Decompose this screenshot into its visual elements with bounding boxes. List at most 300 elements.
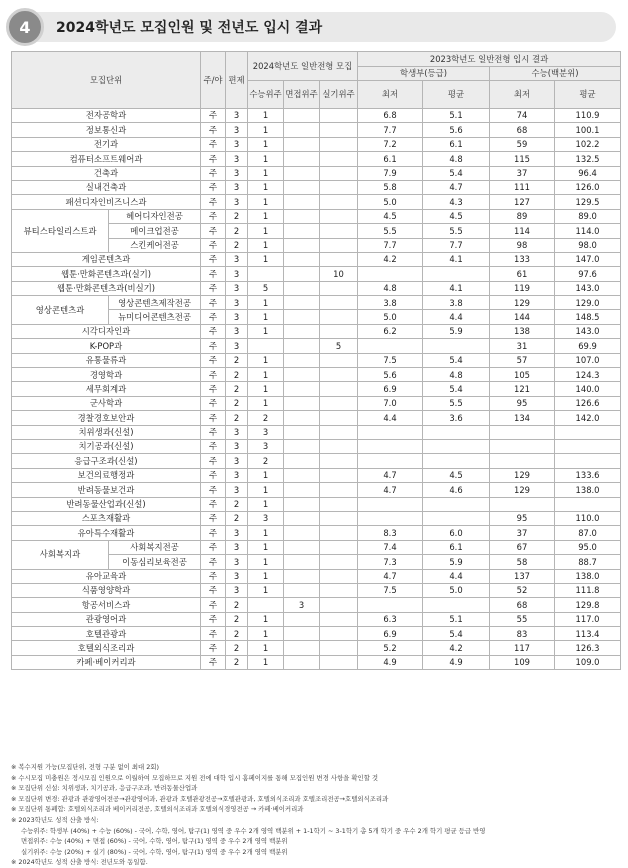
section-header bbox=[6, 8, 620, 48]
cell-suneung-min: 55 bbox=[490, 612, 555, 626]
cell-quota: 3 bbox=[226, 310, 248, 324]
cell-practical-wi bbox=[320, 641, 358, 655]
table-row bbox=[12, 368, 621, 382]
cell-practical-wi bbox=[320, 555, 358, 569]
cell-grade-avg: 3.8 bbox=[423, 296, 490, 310]
cell-practical-wi bbox=[320, 209, 358, 223]
header-result-2023: 2023학년도 일반전형 입시 결과 bbox=[358, 52, 621, 67]
cell-day-night: 주 bbox=[201, 627, 226, 641]
table-row bbox=[12, 655, 621, 669]
cell-grade-min: 5.0 bbox=[358, 310, 423, 324]
cell-practical-wi bbox=[320, 123, 358, 137]
cell-day-night: 주 bbox=[201, 152, 226, 166]
cell-grade-min: 4.8 bbox=[358, 281, 423, 295]
cell-suneung-min: 114 bbox=[490, 224, 555, 238]
unit-major-name: 뉴미디어콘텐츠전공 bbox=[109, 310, 201, 324]
unit-name: 실내건축과 bbox=[12, 180, 201, 194]
cell-suneung-min: 68 bbox=[490, 598, 555, 612]
cell-suneung-wi: 1 bbox=[248, 483, 284, 497]
cell-suneung-min: 52 bbox=[490, 583, 555, 597]
cell-quota: 3 bbox=[226, 296, 248, 310]
cell-quota: 2 bbox=[226, 655, 248, 669]
table-row bbox=[12, 195, 621, 209]
cell-grade-avg: 4.9 bbox=[423, 655, 490, 669]
cell-grade-avg: 6.1 bbox=[423, 137, 490, 151]
cell-quota: 3 bbox=[226, 152, 248, 166]
cell-interview-wi bbox=[284, 310, 320, 324]
cell-grade-avg: 4.8 bbox=[423, 368, 490, 382]
cell-quota: 2 bbox=[226, 368, 248, 382]
unit-name: 카페·베이커리과 bbox=[12, 655, 201, 669]
table-row bbox=[12, 641, 621, 655]
cell-grade-min: 7.7 bbox=[358, 123, 423, 137]
cell-suneung-avg: 96.4 bbox=[555, 166, 621, 180]
cell-quota: 3 bbox=[226, 267, 248, 281]
cell-practical-wi bbox=[320, 252, 358, 266]
cell-practical-wi bbox=[320, 382, 358, 396]
cell-interview-wi bbox=[284, 368, 320, 382]
unit-name: 유통물류과 bbox=[12, 353, 201, 367]
table-row bbox=[12, 382, 621, 396]
header-unit: 모집단위 bbox=[12, 52, 201, 109]
footnote-line: ※ 2023학년도 성적 산출 방식: bbox=[11, 815, 99, 824]
cell-quota: 2 bbox=[226, 511, 248, 525]
cell-day-night: 주 bbox=[201, 468, 226, 482]
cell-suneung-avg: 69.9 bbox=[555, 339, 621, 353]
unit-name: 전자공학과 bbox=[12, 109, 201, 123]
cell-suneung-wi: 1 bbox=[248, 109, 284, 123]
cell-practical-wi bbox=[320, 425, 358, 439]
cell-suneung-min: 98 bbox=[490, 238, 555, 252]
cell-suneung-wi: 1 bbox=[248, 368, 284, 382]
cell-suneung-min: 121 bbox=[490, 382, 555, 396]
cell-practical-wi: 10 bbox=[320, 267, 358, 281]
unit-name: 유아특수재활과 bbox=[12, 526, 201, 540]
cell-grade-avg: 4.1 bbox=[423, 252, 490, 266]
cell-grade-min: 4.7 bbox=[358, 468, 423, 482]
cell-practical-wi bbox=[320, 569, 358, 583]
unit-name: 세무회계과 bbox=[12, 382, 201, 396]
cell-practical-wi bbox=[320, 655, 358, 669]
cell-suneung-avg: 142.0 bbox=[555, 411, 621, 425]
cell-interview-wi bbox=[284, 267, 320, 281]
cell-suneung-min bbox=[490, 454, 555, 468]
cell-interview-wi bbox=[284, 123, 320, 137]
cell-suneung-avg: 109.0 bbox=[555, 655, 621, 669]
unit-name: 컴퓨터소프트웨어과 bbox=[12, 152, 201, 166]
cell-interview-wi bbox=[284, 583, 320, 597]
cell-practical-wi bbox=[320, 483, 358, 497]
header-suneung-avg: 평균 bbox=[555, 81, 621, 109]
cell-interview-wi bbox=[284, 152, 320, 166]
cell-grade-avg: 4.7 bbox=[423, 180, 490, 194]
cell-suneung-wi: 3 bbox=[248, 439, 284, 453]
cell-suneung-avg: 107.0 bbox=[555, 353, 621, 367]
cell-grade-avg bbox=[423, 439, 490, 453]
unit-name: 건축과 bbox=[12, 166, 201, 180]
cell-grade-avg: 4.3 bbox=[423, 195, 490, 209]
cell-grade-min: 6.1 bbox=[358, 152, 423, 166]
cell-quota: 3 bbox=[226, 324, 248, 338]
cell-day-night: 주 bbox=[201, 655, 226, 669]
cell-interview-wi bbox=[284, 540, 320, 554]
table-row bbox=[12, 252, 621, 266]
cell-suneung-avg: 88.7 bbox=[555, 555, 621, 569]
cell-grade-avg: 4.8 bbox=[423, 152, 490, 166]
cell-quota: 2 bbox=[226, 209, 248, 223]
cell-suneung-avg: 133.6 bbox=[555, 468, 621, 482]
cell-suneung-avg: 113.4 bbox=[555, 627, 621, 641]
cell-quota: 3 bbox=[226, 425, 248, 439]
unit-name: 응급구조과(신설) bbox=[12, 454, 201, 468]
unit-name: 웹툰·만화콘텐츠과(실기) bbox=[12, 267, 201, 281]
cell-practical-wi bbox=[320, 238, 358, 252]
cell-suneung-avg: 132.5 bbox=[555, 152, 621, 166]
unit-major-name: 헤어디자인전공 bbox=[109, 209, 201, 223]
unit-name: 관광영어과 bbox=[12, 612, 201, 626]
cell-quota: 2 bbox=[226, 396, 248, 410]
cell-day-night: 주 bbox=[201, 281, 226, 295]
cell-suneung-wi bbox=[248, 267, 284, 281]
cell-grade-avg: 5.5 bbox=[423, 396, 490, 410]
cell-grade-avg: 5.5 bbox=[423, 224, 490, 238]
cell-suneung-wi: 1 bbox=[248, 209, 284, 223]
cell-practical-wi bbox=[320, 511, 358, 525]
cell-suneung-avg: 126.0 bbox=[555, 180, 621, 194]
cell-suneung-wi: 1 bbox=[248, 497, 284, 511]
cell-suneung-avg: 143.0 bbox=[555, 324, 621, 338]
cell-suneung-wi: 1 bbox=[248, 296, 284, 310]
header-suneung-min: 최저 bbox=[490, 81, 555, 109]
cell-grade-min: 7.2 bbox=[358, 137, 423, 151]
cell-grade-min bbox=[358, 267, 423, 281]
section-number-badge: 4 bbox=[6, 8, 44, 46]
cell-grade-min: 5.8 bbox=[358, 180, 423, 194]
cell-suneung-min: 111 bbox=[490, 180, 555, 194]
cell-practical-wi bbox=[320, 166, 358, 180]
table-row bbox=[12, 123, 621, 137]
cell-day-night: 주 bbox=[201, 641, 226, 655]
cell-quota: 3 bbox=[226, 137, 248, 151]
cell-grade-avg: 5.1 bbox=[423, 109, 490, 123]
header-recruit-2024: 2024학년도 일반전형 모집 bbox=[248, 52, 358, 81]
cell-grade-min: 5.2 bbox=[358, 641, 423, 655]
cell-day-night: 주 bbox=[201, 137, 226, 151]
cell-quota: 2 bbox=[226, 238, 248, 252]
cell-grade-min: 5.6 bbox=[358, 368, 423, 382]
cell-practical-wi bbox=[320, 195, 358, 209]
cell-suneung-wi: 1 bbox=[248, 555, 284, 569]
cell-grade-avg: 5.0 bbox=[423, 583, 490, 597]
table-row bbox=[12, 296, 621, 310]
cell-suneung-min: 129 bbox=[490, 483, 555, 497]
cell-day-night: 주 bbox=[201, 555, 226, 569]
cell-grade-min: 5.0 bbox=[358, 195, 423, 209]
cell-day-night: 주 bbox=[201, 166, 226, 180]
cell-suneung-min: 105 bbox=[490, 368, 555, 382]
cell-suneung-avg: 100.1 bbox=[555, 123, 621, 137]
unit-name: 항공서비스과 bbox=[12, 598, 201, 612]
unit-group-name: 뷰티스타일리스트과 bbox=[12, 209, 109, 252]
cell-practical-wi bbox=[320, 324, 358, 338]
cell-grade-avg: 5.1 bbox=[423, 612, 490, 626]
cell-quota: 3 bbox=[226, 555, 248, 569]
cell-suneung-wi: 1 bbox=[248, 123, 284, 137]
unit-major-name: 사회복지전공 bbox=[109, 540, 201, 554]
cell-quota: 3 bbox=[226, 109, 248, 123]
table-row bbox=[12, 152, 621, 166]
cell-suneung-wi: 1 bbox=[248, 526, 284, 540]
cell-grade-min bbox=[358, 598, 423, 612]
cell-grade-min: 7.4 bbox=[358, 540, 423, 554]
cell-practical-wi bbox=[320, 281, 358, 295]
cell-suneung-min: 31 bbox=[490, 339, 555, 353]
cell-suneung-min: 119 bbox=[490, 281, 555, 295]
unit-name: 패션디자인비즈니스과 bbox=[12, 195, 201, 209]
unit-name: 게임콘텐츠과 bbox=[12, 252, 201, 266]
cell-day-night: 주 bbox=[201, 425, 226, 439]
cell-day-night: 주 bbox=[201, 310, 226, 324]
cell-interview-wi bbox=[284, 296, 320, 310]
cell-grade-avg bbox=[423, 497, 490, 511]
unit-major-name: 메이크업전공 bbox=[109, 224, 201, 238]
footnote-line: 수능위주: 학생부 (40%) + 수능 (60%) - 국어, 수학, 영어, 탐구(1) 영역 중 우수 2개 영역 백분위 + 1-1학기 ~ 3-1학기 총 5개 학기 중 우수 2개 학기 평균 등급 반영 bbox=[21, 826, 486, 835]
cell-interview-wi bbox=[284, 281, 320, 295]
cell-interview-wi bbox=[284, 439, 320, 453]
cell-grade-avg: 4.5 bbox=[423, 468, 490, 482]
header-suneung-wi: 수능위주 bbox=[248, 81, 284, 109]
header-suneung-group: 수능(백분위) bbox=[490, 67, 621, 81]
footnote-line: ※ 2024학년도 성적 산출 방식: 전년도와 동일함. bbox=[11, 858, 148, 867]
cell-suneung-avg: 111.8 bbox=[555, 583, 621, 597]
cell-day-night: 주 bbox=[201, 368, 226, 382]
cell-suneung-avg: 89.0 bbox=[555, 209, 621, 223]
cell-suneung-wi: 1 bbox=[248, 569, 284, 583]
cell-grade-min: 7.3 bbox=[358, 555, 423, 569]
cell-suneung-min: 89 bbox=[490, 209, 555, 223]
cell-suneung-avg: 110.0 bbox=[555, 511, 621, 525]
cell-suneung-wi: 1 bbox=[248, 137, 284, 151]
cell-suneung-min bbox=[490, 439, 555, 453]
cell-quota: 2 bbox=[226, 497, 248, 511]
cell-practical-wi bbox=[320, 454, 358, 468]
cell-quota: 3 bbox=[226, 454, 248, 468]
cell-suneung-min: 138 bbox=[490, 324, 555, 338]
cell-day-night: 주 bbox=[201, 569, 226, 583]
cell-quota: 3 bbox=[226, 583, 248, 597]
cell-grade-min bbox=[358, 511, 423, 525]
cell-day-night: 주 bbox=[201, 324, 226, 338]
cell-practical-wi bbox=[320, 540, 358, 554]
cell-suneung-min: 83 bbox=[490, 627, 555, 641]
cell-quota: 2 bbox=[226, 353, 248, 367]
cell-day-night: 주 bbox=[201, 396, 226, 410]
cell-suneung-avg: 117.0 bbox=[555, 612, 621, 626]
table-row bbox=[12, 137, 621, 151]
cell-day-night: 주 bbox=[201, 224, 226, 238]
cell-suneung-wi: 1 bbox=[248, 224, 284, 238]
cell-grade-min: 6.9 bbox=[358, 627, 423, 641]
table-row bbox=[12, 598, 621, 612]
cell-suneung-avg: 138.0 bbox=[555, 569, 621, 583]
cell-suneung-min: 67 bbox=[490, 540, 555, 554]
cell-day-night: 주 bbox=[201, 497, 226, 511]
cell-grade-min: 8.3 bbox=[358, 526, 423, 540]
cell-grade-min: 7.9 bbox=[358, 166, 423, 180]
table-row bbox=[12, 425, 621, 439]
cell-interview-wi bbox=[284, 252, 320, 266]
footnotes bbox=[11, 762, 620, 868]
unit-name: 반려동물보건과 bbox=[12, 483, 201, 497]
cell-grade-min: 4.7 bbox=[358, 569, 423, 583]
cell-interview-wi bbox=[284, 627, 320, 641]
cell-practical-wi bbox=[320, 180, 358, 194]
cell-grade-avg: 5.4 bbox=[423, 353, 490, 367]
cell-day-night: 주 bbox=[201, 252, 226, 266]
cell-day-night: 주 bbox=[201, 296, 226, 310]
cell-suneung-wi: 1 bbox=[248, 195, 284, 209]
cell-day-night: 주 bbox=[201, 267, 226, 281]
cell-suneung-avg: 148.5 bbox=[555, 310, 621, 324]
unit-name: 호텔외식조리과 bbox=[12, 641, 201, 655]
cell-suneung-avg bbox=[555, 454, 621, 468]
unit-name: 경찰경호보안과 bbox=[12, 411, 201, 425]
unit-group-name: 영상콘텐츠과 bbox=[12, 296, 109, 325]
cell-suneung-wi: 5 bbox=[248, 281, 284, 295]
cell-interview-wi bbox=[284, 655, 320, 669]
unit-major-name: 영상콘텐츠제작전공 bbox=[109, 296, 201, 310]
cell-practical-wi bbox=[320, 310, 358, 324]
cell-interview-wi bbox=[284, 483, 320, 497]
header-grade-min: 최저 bbox=[358, 81, 423, 109]
cell-quota: 2 bbox=[226, 641, 248, 655]
footnote-line: 실기위주: 수능 (20%) + 실기 (80%) - 국어, 수학, 영어, 탐구(1) 영역 중 우수 2개 영역 백분위 bbox=[21, 847, 288, 856]
footnote-line: 면접위주: 수능 (40%) + 면접 (60%) - 국어, 수학, 영어, 탐구(1) 영역 중 우수 2개 영역 백분위 bbox=[21, 837, 288, 846]
table-row bbox=[12, 166, 621, 180]
cell-suneung-wi: 1 bbox=[248, 583, 284, 597]
cell-practical-wi bbox=[320, 396, 358, 410]
cell-interview-wi bbox=[284, 641, 320, 655]
cell-suneung-wi: 1 bbox=[248, 627, 284, 641]
cell-grade-min: 4.5 bbox=[358, 209, 423, 223]
cell-quota: 3 bbox=[226, 252, 248, 266]
table-row bbox=[12, 439, 621, 453]
cell-quota: 3 bbox=[226, 180, 248, 194]
header-quota: 편제 bbox=[226, 52, 248, 109]
cell-interview-wi bbox=[284, 569, 320, 583]
table-row bbox=[12, 353, 621, 367]
cell-grade-avg: 4.4 bbox=[423, 569, 490, 583]
unit-name: 전기과 bbox=[12, 137, 201, 151]
cell-grade-min: 7.7 bbox=[358, 238, 423, 252]
cell-day-night: 주 bbox=[201, 109, 226, 123]
cell-practical-wi bbox=[320, 598, 358, 612]
cell-suneung-avg: 129.8 bbox=[555, 598, 621, 612]
cell-practical-wi bbox=[320, 497, 358, 511]
cell-grade-min: 6.2 bbox=[358, 324, 423, 338]
cell-suneung-min: 95 bbox=[490, 396, 555, 410]
cell-interview-wi bbox=[284, 339, 320, 353]
cell-suneung-avg: 102.2 bbox=[555, 137, 621, 151]
cell-grade-avg bbox=[423, 339, 490, 353]
page-title: 2024학년도 모집인원 및 전년도 입시 결과 bbox=[56, 20, 323, 36]
unit-name: 보건의료행정과 bbox=[12, 468, 201, 482]
table-row bbox=[12, 396, 621, 410]
cell-day-night: 주 bbox=[201, 180, 226, 194]
footnote-line: ※ 모집단위 통폐합: 호텔외식조리과 베이커리전공, 호텔외식조리과 호텔외식경영전공 → 카페·베이커리과 bbox=[11, 805, 304, 814]
cell-day-night: 주 bbox=[201, 382, 226, 396]
cell-grade-avg bbox=[423, 267, 490, 281]
cell-practical-wi bbox=[320, 583, 358, 597]
cell-grade-min: 7.5 bbox=[358, 583, 423, 597]
cell-day-night: 주 bbox=[201, 209, 226, 223]
cell-suneung-min: 133 bbox=[490, 252, 555, 266]
cell-suneung-avg bbox=[555, 497, 621, 511]
cell-interview-wi bbox=[284, 180, 320, 194]
cell-day-night: 주 bbox=[201, 123, 226, 137]
cell-day-night: 주 bbox=[201, 483, 226, 497]
cell-day-night: 주 bbox=[201, 598, 226, 612]
cell-suneung-min: 61 bbox=[490, 267, 555, 281]
cell-practical-wi bbox=[320, 368, 358, 382]
cell-day-night: 주 bbox=[201, 511, 226, 525]
cell-suneung-wi: 1 bbox=[248, 382, 284, 396]
cell-suneung-wi: 1 bbox=[248, 324, 284, 338]
cell-suneung-min: 129 bbox=[490, 296, 555, 310]
cell-grade-min bbox=[358, 439, 423, 453]
cell-suneung-avg: 143.0 bbox=[555, 281, 621, 295]
cell-suneung-wi: 1 bbox=[248, 252, 284, 266]
cell-grade-avg: 4.5 bbox=[423, 209, 490, 223]
table-row bbox=[12, 483, 621, 497]
cell-day-night: 주 bbox=[201, 454, 226, 468]
cell-interview-wi bbox=[284, 425, 320, 439]
cell-day-night: 주 bbox=[201, 195, 226, 209]
cell-grade-avg: 5.9 bbox=[423, 324, 490, 338]
cell-day-night: 주 bbox=[201, 353, 226, 367]
table-row bbox=[12, 267, 621, 281]
cell-suneung-min: 59 bbox=[490, 137, 555, 151]
cell-day-night: 주 bbox=[201, 526, 226, 540]
cell-suneung-wi: 1 bbox=[248, 540, 284, 554]
cell-suneung-min: 37 bbox=[490, 526, 555, 540]
cell-suneung-wi: 2 bbox=[248, 454, 284, 468]
cell-day-night: 주 bbox=[201, 439, 226, 453]
unit-name: 시각디자인과 bbox=[12, 324, 201, 338]
cell-grade-min: 4.9 bbox=[358, 655, 423, 669]
cell-interview-wi bbox=[284, 324, 320, 338]
cell-suneung-wi: 1 bbox=[248, 152, 284, 166]
cell-interview-wi bbox=[284, 238, 320, 252]
cell-grade-avg bbox=[423, 511, 490, 525]
cell-quota: 3 bbox=[226, 526, 248, 540]
footnote-line: ※ 수시모집 미충원은 정시모집 인원으로 이월하여 모집하므로 지원 전에 대학 입시 홈페이지를 통해 모집인원 변경 사항을 확인할 것 bbox=[11, 773, 379, 782]
unit-name: 치위생과(신설) bbox=[12, 425, 201, 439]
cell-grade-min: 4.7 bbox=[358, 483, 423, 497]
cell-grade-avg: 4.2 bbox=[423, 641, 490, 655]
cell-quota: 2 bbox=[226, 382, 248, 396]
table-row bbox=[12, 497, 621, 511]
cell-quota: 3 bbox=[226, 468, 248, 482]
table-row bbox=[12, 540, 621, 554]
header-practical-wi: 실기위주 bbox=[320, 81, 358, 109]
cell-quota: 2 bbox=[226, 411, 248, 425]
cell-day-night: 주 bbox=[201, 583, 226, 597]
cell-grade-avg: 5.4 bbox=[423, 166, 490, 180]
cell-grade-avg: 4.1 bbox=[423, 281, 490, 295]
table-row bbox=[12, 281, 621, 295]
cell-grade-avg: 6.0 bbox=[423, 526, 490, 540]
